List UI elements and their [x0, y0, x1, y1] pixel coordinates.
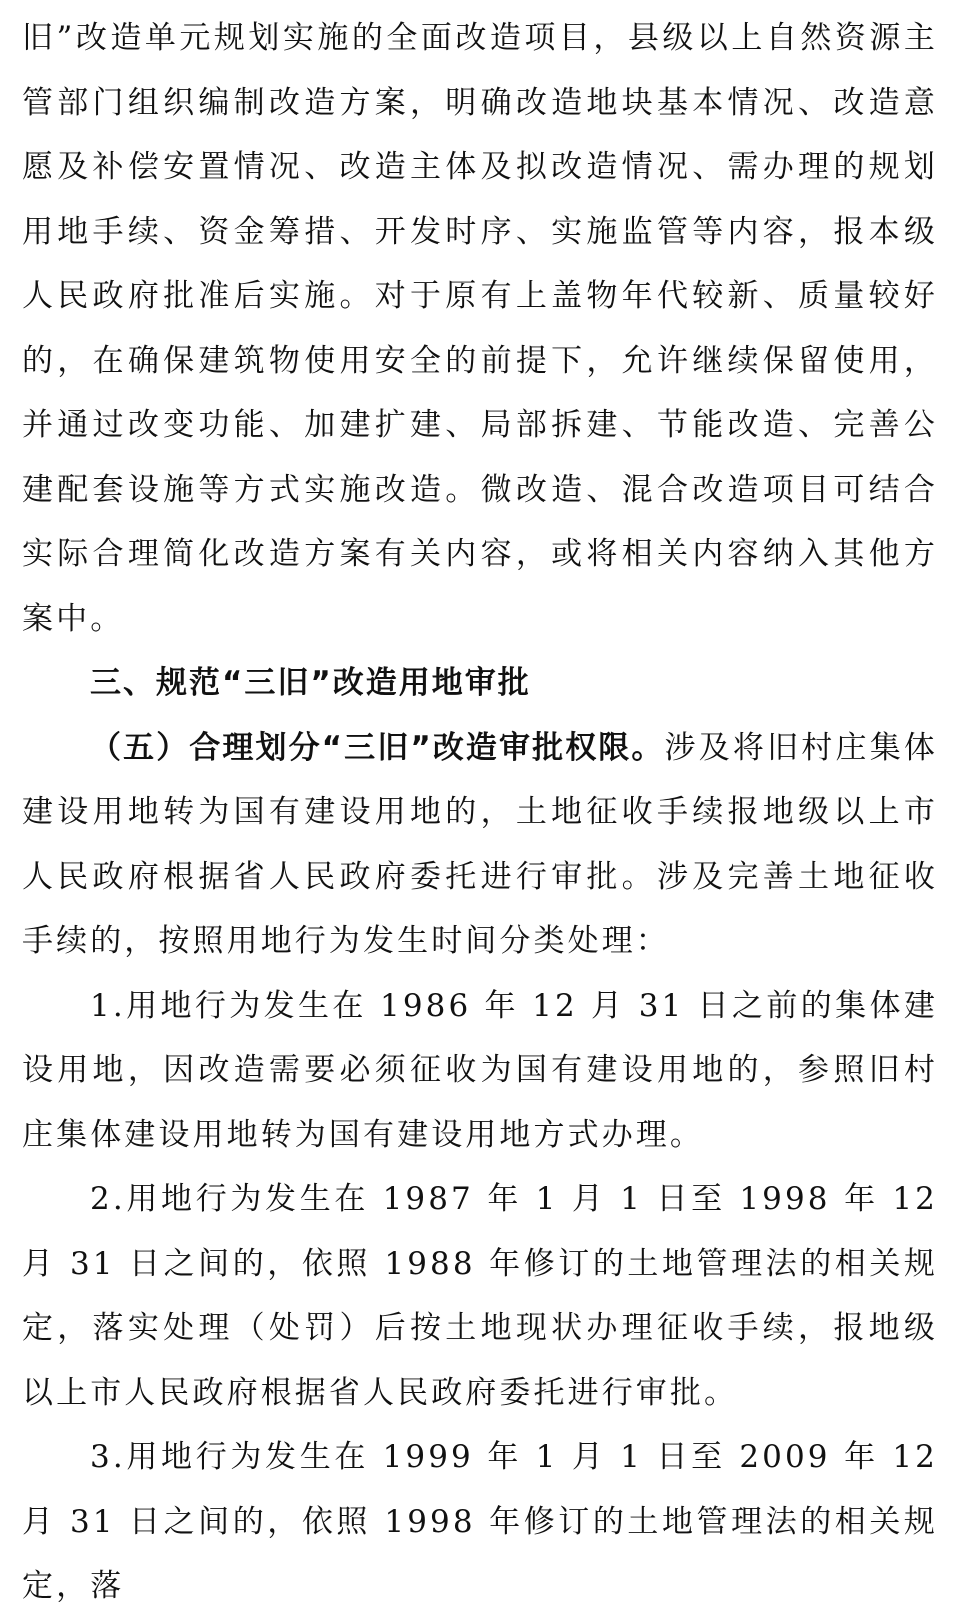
- paragraph-renovation-plan: 旧”改造单元规划实施的全面改造项目，县级以上自然资源主管部门组织编制改造方案，明确改造地块基本情况、改造意愿及补偿安置情况、改造主体及拟改造情况、需办理的规划用地手续、资金筹措、开发时序、实施监管等内容，报本级人民政府批准后实施。对于原有上盖物年代较新、质量较好的，在确保建筑物使用安全的前提下，允许继续保留使用，并通过改变功能、加建扩建、局部拆建、节能改造、完善公建配套设施等方式实施改造。微改造、混合改造项目可结合实际合理简化改造方案有关内容，或将相关内容纳入其他方案中。: [22, 20, 938, 637]
- paragraph-approval-authority: [22, 716, 938, 974]
- list-item-3: 3.用地行为发生在 1999 年 1 月 1 日至 2009 年 12 月 31 日之间的，依照 1998 年修订的土地管理法的相关规定，落: [22, 1439, 938, 1604]
- list-item-1: 1.用地行为发生在 1986 年 12 月 31 日之前的集体建设用地，因改造需要必须征收为国有建设用地的，参照旧村庄集体建设用地转为国有建设用地方式办理。: [22, 987, 938, 1153]
- subsection-body: 涉及将旧村庄集体建设用地转为国有建设用地的，土地征收手续报地级以上市人民政府根据省人民政府委托进行审批。涉及完善土地征收手续的，按照用地行为发生时间分类处理：: [22, 729, 938, 959]
- subsection-heading: （五）合理划分“三旧”改造审批权限。: [90, 729, 665, 766]
- list-item-2: 2.用地行为发生在 1987 年 1 月 1 日至 1998 年 12 月 31 日之间的，依照 1988 年修订的土地管理法的相关规定，落实处理（处罚）后按土地现状办理征收手续，报地级以上市人民政府根据省人民政府委托进行审批。: [22, 1181, 938, 1411]
- document-page: [22, 6, 938, 1619]
- section-heading-land-approval: 三、规范“三旧”改造用地审批: [90, 665, 531, 701]
